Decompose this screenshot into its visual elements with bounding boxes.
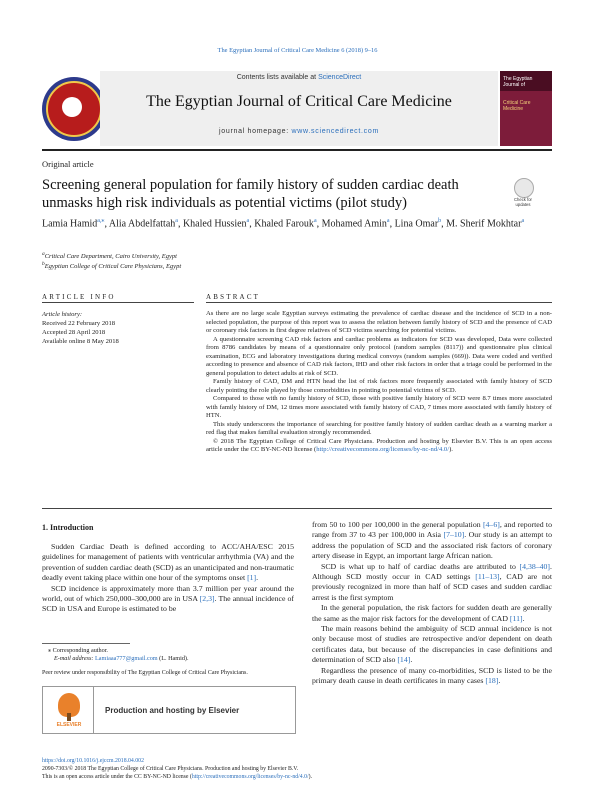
check-for-updates-badge[interactable]: Check for updates	[509, 178, 537, 210]
article-info-heading: ARTICLE INFO	[42, 293, 116, 301]
citation-link[interactable]: [7–10]	[443, 530, 465, 540]
author-name[interactable]: Khaled Farouk	[254, 218, 314, 230]
email-note: E-mail address: Lamiaaa777@gmail.com (L. Hamid).	[54, 655, 189, 662]
journal-title: The Egyptian Journal of Critical Care Medicine	[146, 93, 452, 110]
article-type-label: Original article	[42, 159, 94, 169]
contents-line: Contents lists available at ScienceDirect	[236, 74, 362, 81]
abstract-rule	[206, 302, 552, 303]
running-header: The Egyptian Journal of Critical Care Medicine 6 (2018) 9–16	[217, 47, 378, 54]
citation-link[interactable]: [14]	[397, 655, 411, 665]
email-link[interactable]: Lamiaaa777@gmail.com	[95, 655, 158, 662]
author-name[interactable]: Lamia Hamid	[42, 218, 98, 230]
license-link[interactable]: http://creativecommons.org/licenses/by-nc-nd/4.0/	[316, 446, 450, 453]
journal-homepage: journal homepage: www.sciencedirect.com	[219, 128, 379, 135]
society-seal-logo	[42, 77, 106, 141]
citation-link[interactable]: [11–13]	[475, 572, 500, 582]
sciencedirect-link[interactable]: ScienceDirect	[318, 74, 362, 81]
license-link[interactable]: http://creativecommons.org/licenses/by-nc-nd/4.0/	[191, 774, 309, 780]
accepted-date: Accepted 28 April 2018	[42, 329, 106, 336]
author-name[interactable]: Alia Abdelfattah	[108, 218, 176, 230]
doi-link[interactable]: https://doi.org/10.1016/j.ejccm.2018.04.002	[42, 758, 144, 764]
open-access-line: This is an open access article under the CC BY-NC-ND license (http://creativecommons.org/licenses/by-nc-nd/4.0/).	[42, 774, 313, 780]
citation-link[interactable]: [4,38–40]	[519, 561, 551, 571]
abstract-paragraph: As there are no large scale Egyptian surveys estimating the prevalence of cardiac disease and the incidence of SCD in a non-selected population, the purpose of this report was to assess the relation between family history of SCD and the presence of CAD or coronary risk factors in first degree relatives of SCD victims searching for potential victims.	[206, 310, 552, 334]
citation-link[interactable]: [18]	[485, 676, 499, 686]
homepage-link[interactable]: www.sciencedirect.com	[291, 128, 379, 135]
author-list: Lamia Hamid$^{a,⁎}$, Alia Abdelfattah$^a$, Khaled Hussien$^a$, Khaled Farouk$^a$, Mohamed Amin$^a$, Lina Omar$^b$, M. Sherif Mokhtar$^a$	[42, 218, 525, 230]
body-paragraph: Sudden Cardiac Death is defined according to ACC/AHA/ESC 2015 guidelines for management of patients with ventricular arrhythmia (VA) and the prevention of sudden cardiac death (SCD) as an unanticipated and non-traumatic deadly event taking place within one hour of the symptoms onset [1].	[42, 542, 295, 583]
banner-center	[100, 71, 498, 146]
abstract-paragraph: Compared to those with no family history of SCD, those with positive family history of SCD were 8.7 times more associated with family history of DM, 12 times more associated with family history of CAD, 7 times more associated with family history of HTN.	[206, 395, 552, 419]
author-name[interactable]: Khaled Hussien	[182, 218, 247, 230]
affiliation: $^b$Egyptian College of Critical Care Physicians, Egypt	[42, 261, 182, 271]
copyright-notice: © 2018 The Egyptian College of Critical Care Physicians. Production and hosting by Elsevier B.V. This is an open access article under the CC BY-NC-ND license (http://creativecommons.org/licenses/by-nc-nd/4.0/).	[206, 437, 552, 453]
abstract-heading: ABSTRACT	[206, 293, 261, 301]
body-paragraph: The main reasons behind the ambiguity of SCD annual incidence is not only because most of studies are retrospective and/or dependent on death certificates data, but because of the discrepancies in case definitions and determination of SCD also [14].	[312, 624, 552, 665]
abstract-body	[206, 310, 552, 455]
citation-link[interactable]: [2,3]	[199, 594, 215, 604]
abstract-paragraph: Family history of CAD, DM and HTN head the list of risk factors more frequently associated with family history of SCD clearly pointing the role played by those comorbidities in pointing to potential victims of SCD.	[206, 378, 552, 394]
introduction-heading: 1. Introduction	[42, 523, 94, 532]
affiliation: $^a$Critical Care Department, Cairo University, Egypt	[42, 251, 177, 261]
body-paragraph: In the general population, the risk factors for sudden death are generally the same as the major risk factors for the development of CAD [11].	[312, 603, 552, 623]
received-date: Received 22 February 2018	[42, 320, 116, 327]
info-rule	[42, 302, 194, 303]
elsevier-hosting-box	[42, 686, 296, 734]
journal-cover-thumbnail: The Egyptian Journal of Critical Care Medicine	[500, 71, 552, 146]
abstract-paragraph: This study underscores the importance of searching for positive family history of sudden cardiac death as a warning marker a red flag that makes familial evaluation strongly recommended.	[206, 420, 552, 436]
elsevier-tree-logo: ELSEVIER	[49, 691, 83, 725]
corresponding-author-note: ⁎ Corresponding author.	[48, 647, 108, 654]
peer-review-note: Peer review under responsibility of The Egyptian College of Critical Care Physicians.	[42, 670, 248, 676]
citation-link[interactable]: [1]	[247, 573, 257, 583]
production-hosting-text: Production and hosting by Elsevier	[105, 706, 240, 715]
article-title: Screening general population for family history of sudden cardiac death unmasks high risk individuals as potential victims (pilot study)	[42, 177, 459, 211]
body-column-left	[42, 542, 294, 615]
article-history: Article history: Received 22 February 2018 Accepted 28 April 2018 Available online 8 May 2018	[42, 310, 194, 346]
body-paragraph: SCD is what up to half of cardiac deaths are attributed to [4,38–40]. Although SCD mostly occur in CAD settings [11–13], CAD are not previously recognized in more than half of SCD cases and sudden cardiac arrest is the first symptom	[312, 561, 552, 602]
banner-rule	[42, 149, 552, 151]
check-updates-icon	[514, 178, 534, 198]
body-paragraph: from 50 to 100 per 100,000 in the general population [4–6], and reported to range from 37 to 43 per 100,000 in Asia [7–10]. Our study is an attempt to address the population of SCD and the associated risk factors of coronary artery disease in Egypt, an important large African nation.	[312, 520, 552, 561]
author-name[interactable]: Mohamed Amin	[321, 218, 387, 230]
author-name[interactable]: Lina Omar	[394, 218, 439, 230]
abstract-end-rule	[42, 508, 552, 509]
issn-copyright-line: 2090-7303/© 2018 The Egyptian College of Critical Care Physicians. Production and hosting by Elsevier B.V.	[42, 766, 299, 772]
footnote-rule	[42, 643, 130, 644]
citation-link[interactable]: [11]	[509, 613, 523, 623]
body-paragraph: SCD incidence is approximately more than 3.7 million per year around the world, out of which 250,000–300,000 are in USA [2,3]. The annual incidence of SCD in USA and Europe is estimated to be	[42, 583, 294, 614]
author-name[interactable]: M. Sherif Mokhtar	[446, 218, 522, 230]
abstract-paragraph: A questionnaire screening CAD risk factors and cardiac problems as indicators for SCD was developed, Data were collected from 8786 candidates by means of a questionnaire only protocol (random samples (8117)) and questionnaire plus clinical examination, ECG and laboratory investigations during medical convoys (random samples (669)). Data were coded and verified according to presence and absence of CAD risk factors, IHD and other risk factors in order that a triage could be performed in the general population to detect adults at risk of SCD.	[206, 335, 552, 377]
body-column-right	[312, 520, 552, 687]
online-date: Available online 8 May 2018	[42, 338, 119, 345]
citation-link[interactable]: [4–6]	[482, 520, 500, 529]
body-paragraph: Regardless the presence of many co-morbidities, SCD is listed to be the primary death cause in death certificates in many cases [18].	[312, 665, 552, 686]
journal-banner	[42, 71, 552, 146]
